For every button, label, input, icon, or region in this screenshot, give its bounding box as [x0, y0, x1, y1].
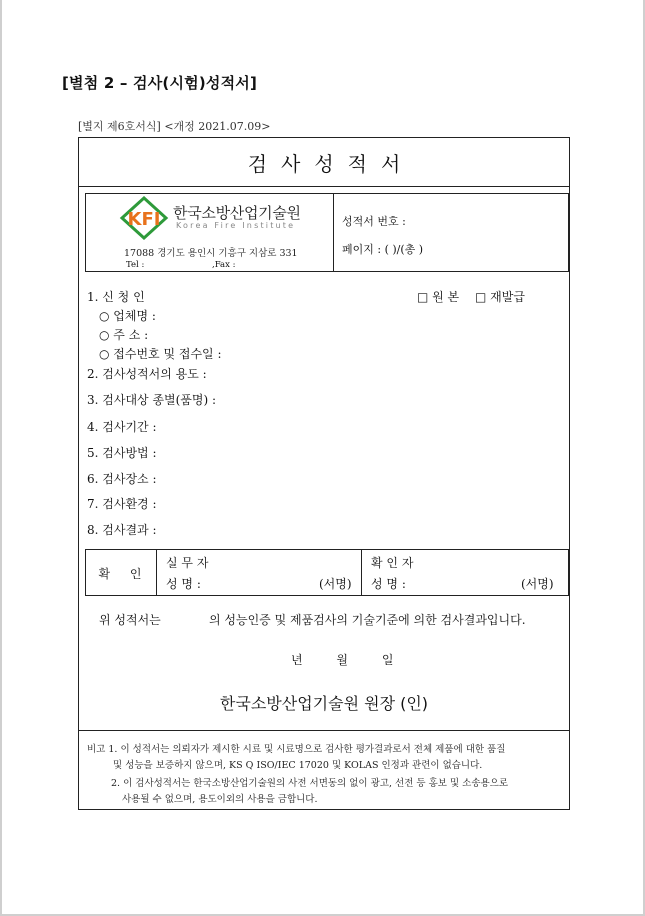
statement-suffix: 의 성능인증 및 제품검사의 기술기준에 의한 검사결과입니다. [209, 613, 526, 627]
original-checkbox[interactable]: □ 원 본 [417, 290, 460, 304]
note-1-continued: 및 성능을 보증하지 않으며, KS Q ISO/IEC 17020 및 KOLAS 인정과 관련이 없습니다. [113, 760, 483, 771]
org-name-english: Korea Fire Institute [176, 221, 296, 230]
appendix-heading: [별첨 2 – 검사(시험)성적서] [62, 74, 258, 92]
confirmer-signature[interactable]: (서명) [521, 577, 554, 591]
company-name-field[interactable]: ○ 업체명 : [99, 309, 156, 323]
page-number-field[interactable]: 페이지 : ( )/(총 ) [342, 243, 424, 256]
inspection-period-field[interactable]: 4. 검사기간 : [87, 420, 157, 434]
staff-signature[interactable]: (서명) [319, 577, 352, 591]
divider [361, 550, 362, 595]
form-title: 검사성적서 [247, 152, 415, 176]
receipt-number-field[interactable]: ○ 접수번호 및 접수일 : [99, 347, 222, 361]
org-address: 17088 경기도 용인시 기흥구 지삼로 331 [124, 248, 298, 259]
address-field[interactable]: ○ 주 소 : [99, 328, 149, 342]
confirmation-box [85, 549, 569, 596]
note-2: 2. 이 검사성적서는 한국소방산업기술원의 사전 서면동의 없이 광고, 선전 등 홍보 및 소송용으로 [111, 778, 509, 789]
confirmer-label: 확 인 자 [371, 556, 414, 570]
inspection-method-field[interactable]: 5. 검사방법 : [87, 446, 157, 460]
fax-field[interactable]: ,Fax : [212, 260, 236, 270]
issue-date [291, 651, 423, 668]
inspection-report-form [78, 137, 570, 810]
tel-field[interactable]: Tel : [126, 260, 145, 270]
note-2-continued: 사용될 수 없으며, 용도이외의 사용을 금합니다. [122, 794, 318, 805]
date-month[interactable]: 월 [336, 653, 349, 667]
note-1: 비고 1. 이 성적서는 의뢰자가 제시한 시료 및 시료명으로 검사한 평가결과로서 전체 제품에 대한 품질 [87, 744, 506, 755]
page-edge [0, 0, 2, 916]
product-type-field[interactable]: 3. 검사대상 종별(품명) : [87, 393, 217, 407]
divider [79, 186, 569, 187]
date-day[interactable]: 일 [381, 653, 394, 667]
staff-label: 실 무 자 [166, 556, 209, 570]
date-year[interactable]: 년 [291, 653, 303, 667]
form-reference: [별지 제6호서식] <개정 2021.07.09> [78, 120, 271, 133]
divider [156, 550, 157, 595]
staff-name-field[interactable]: 성 명 : [166, 577, 201, 591]
kfi-logo-icon [118, 196, 170, 240]
svg-text:KFI: KFI [127, 209, 161, 230]
issuer-info-box [85, 193, 569, 272]
inspection-location-field[interactable]: 6. 검사장소 : [87, 472, 157, 486]
inspection-environment-field[interactable]: 7. 검사환경 : [87, 497, 157, 511]
divider [79, 730, 569, 731]
applicant-label: 1. 신 청 인 [87, 290, 145, 304]
inspection-result-field[interactable]: 8. 검사결과 : [87, 523, 157, 537]
divider [333, 194, 334, 271]
org-name-korean: 한국소방산업기술원 [173, 204, 301, 222]
confirmer-name-field[interactable]: 성 명 : [371, 577, 406, 591]
report-purpose-field[interactable]: 2. 검사성적서의 용도 : [87, 367, 207, 381]
director-seal-line: 한국소방산업기술원 원장 (인) [219, 694, 429, 713]
report-number-field[interactable]: 성적서 번호 : [342, 215, 406, 228]
copy-type-options [417, 288, 537, 305]
statement-prefix: 위 성적서는 [99, 613, 161, 627]
reissue-checkbox[interactable]: □ 재발급 [474, 290, 525, 304]
confirmation-label: 확 인 [98, 567, 150, 581]
